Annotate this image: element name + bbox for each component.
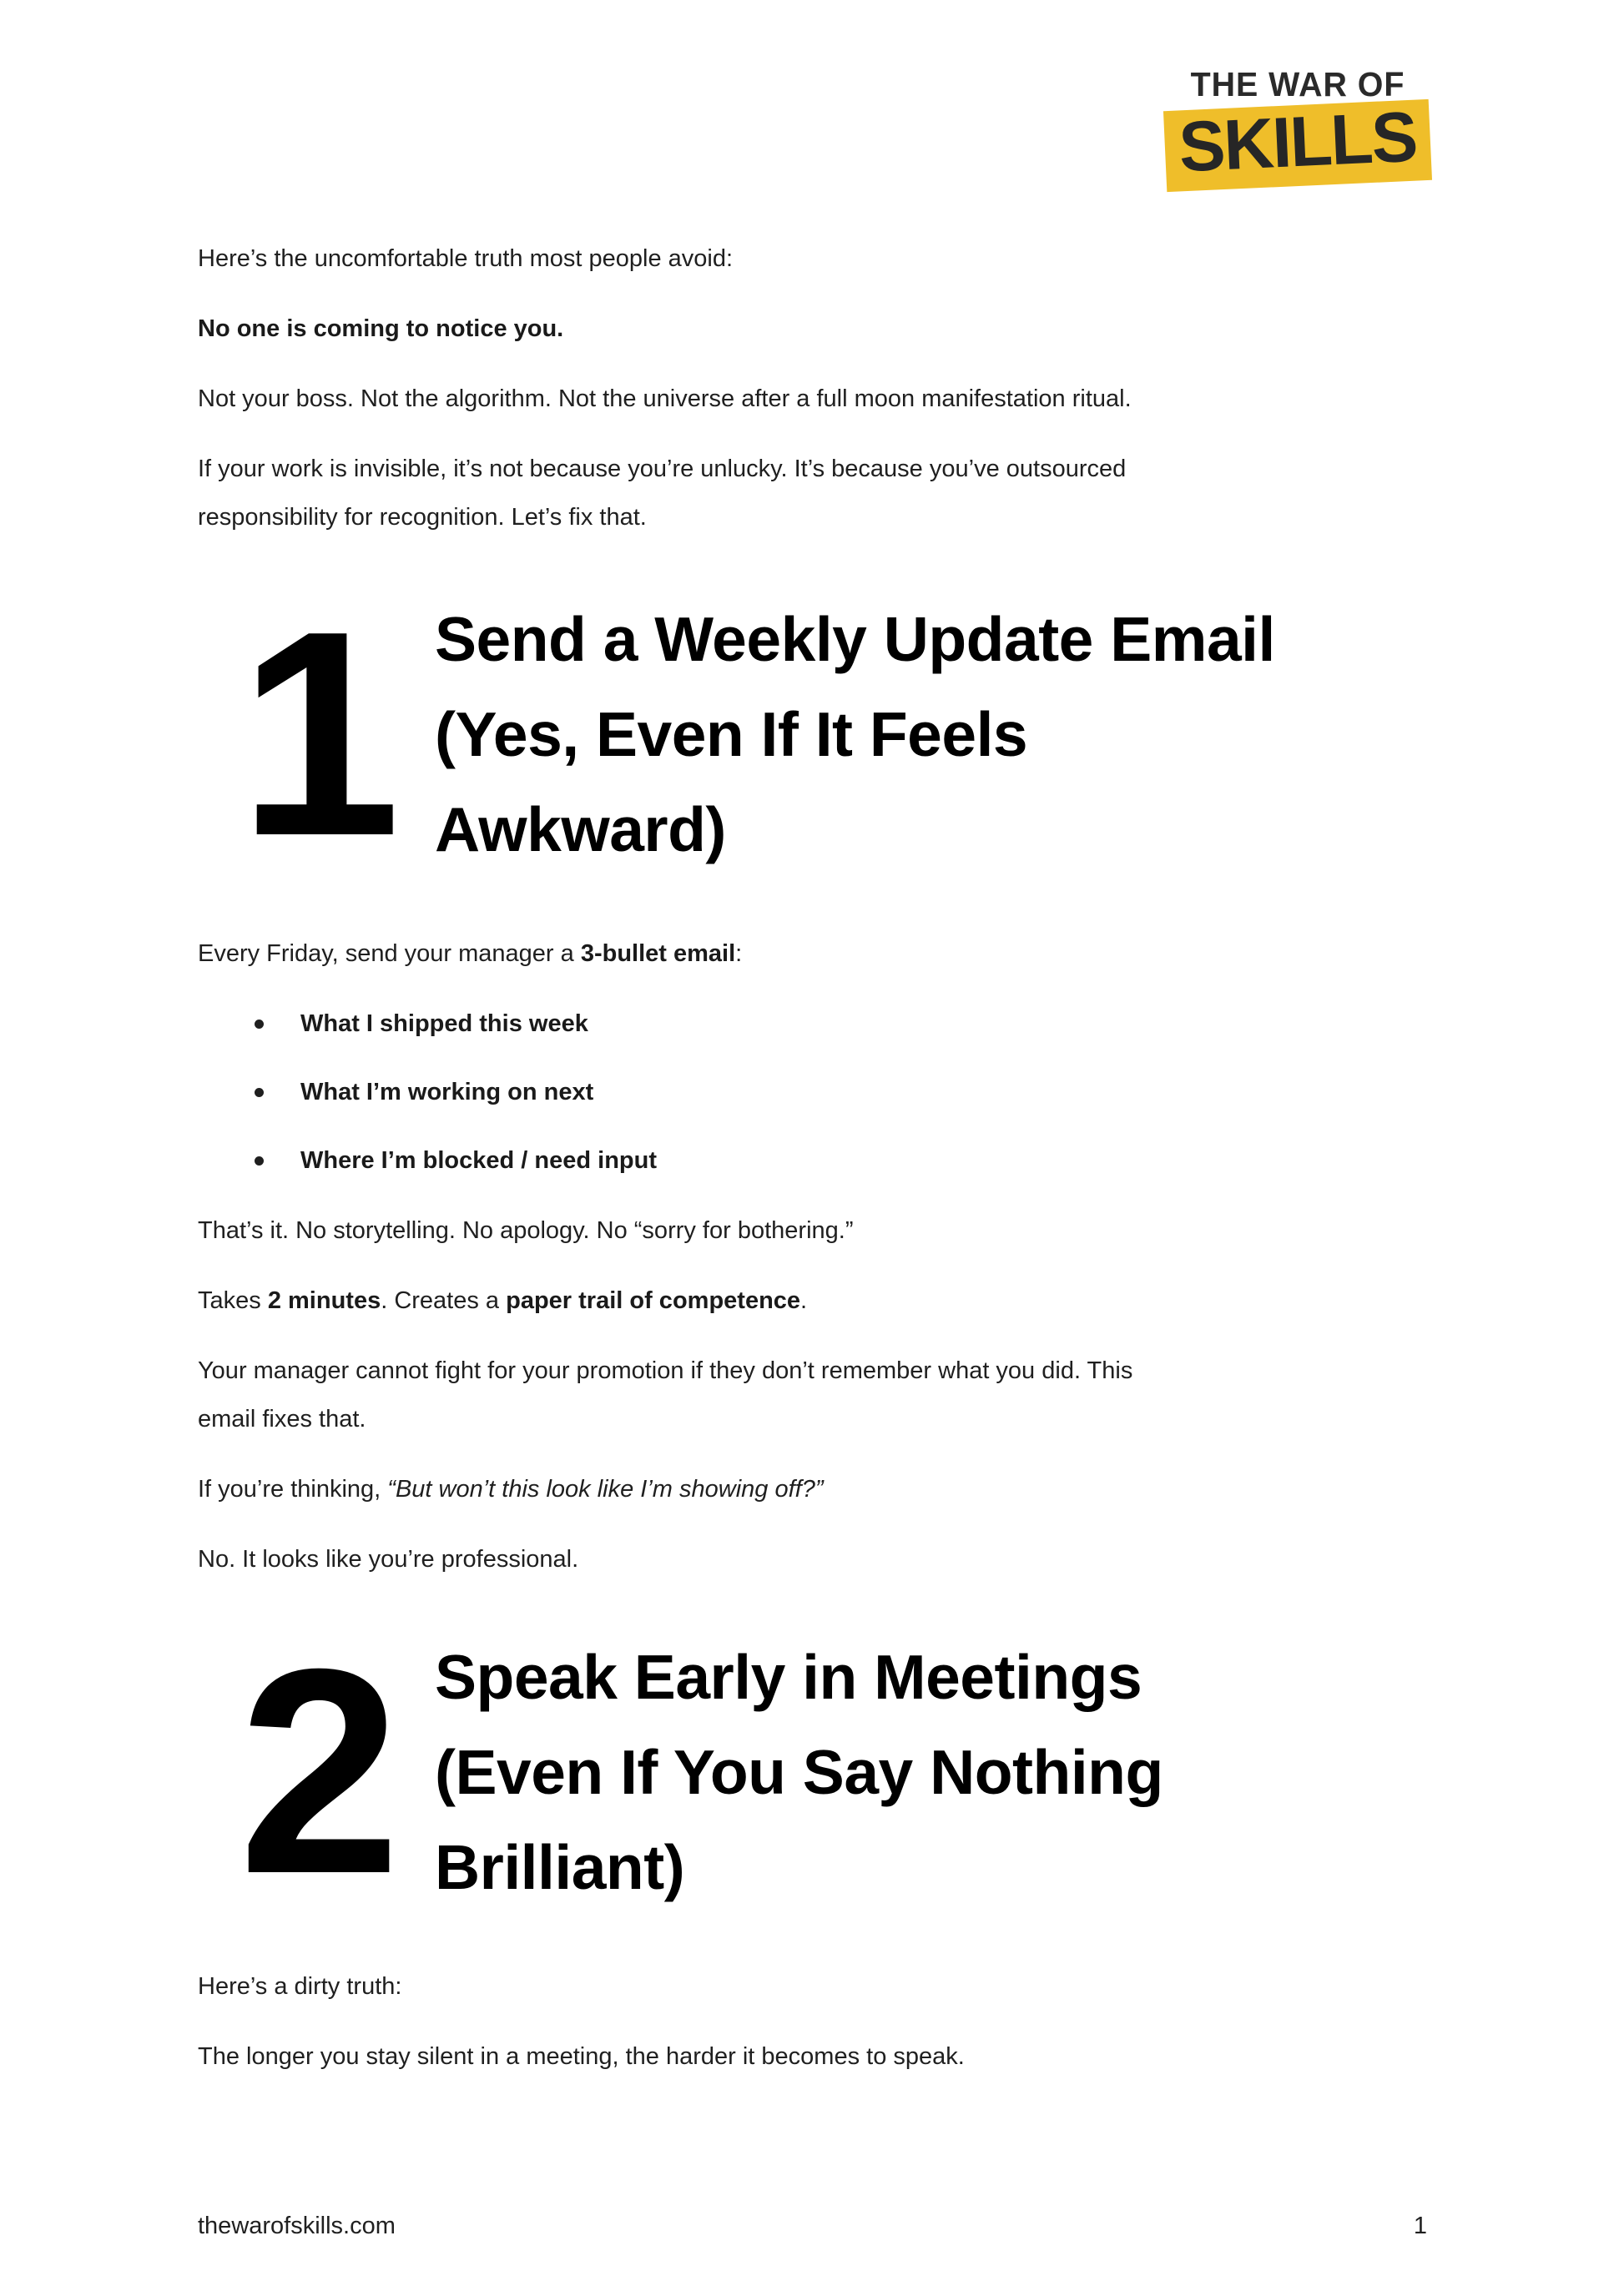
footer-page-number: 1 [1413,2213,1427,2239]
title-line: Speak Early in Meetings [435,1642,1142,1712]
text-segment: : [735,940,743,967]
brand-logo-text: THE WAR OF [1190,65,1405,103]
document-content [198,0,1429,2102]
title-line: Brilliant) [435,1832,685,1902]
section-2-number: 2 [238,1609,395,1935]
intro-bold-statement [198,305,1429,353]
bold-text: No one is coming to notice you. [198,315,564,342]
bullet-dot-icon [255,1020,264,1029]
section-2-header [198,1609,1429,1935]
text-segment: . [800,1287,808,1314]
bullet-label: What I shipped this week [300,1010,588,1037]
bullet-dot-icon [255,1088,264,1097]
bullet-item [255,1136,1429,1185]
section-1-title [435,592,1275,877]
page-footer [198,2209,1427,2243]
section-1-header [198,571,1429,897]
section-1-lead [198,929,1429,978]
intro-paragraph-1: Here’s the uncomfortable truth most people avoid: [198,245,734,272]
italic-quote: “But won’t this look like I’m showing off?” [387,1476,824,1503]
text-segment: Every Friday, send your manager a [198,940,581,967]
section-1-number: 1 [238,571,395,897]
footer-site: thewarofskills.com [198,2213,396,2239]
section-2-title [435,1629,1163,1915]
text-line: email fixes that. [198,1406,366,1432]
brand-wordmark: SKILLS [1177,97,1419,188]
intro-paragraph-3: Not your boss. Not the algorithm. Not the universe after a full moon manifestation ritual. [198,385,1132,412]
section-2-paragraph-1: Here’s a dirty truth: [198,1973,402,2000]
text-line: Your manager cannot fight for your promotion if they don’t remember what you did. This [198,1357,1133,1384]
title-line: Send a Weekly Update Email [435,604,1275,674]
section-1-paragraph-4 [198,1465,1429,1513]
section-1-paragraph-5: No. It looks like you’re professional. [198,1546,579,1573]
section-1-paragraph-2 [198,1276,1429,1325]
section-2-paragraph-2: The longer you stay silent in a meeting, the harder it becomes to speak. [198,2043,965,2070]
text-segment: If you’re thinking, [198,1476,388,1503]
title-line: (Yes, Even If It Feels [435,699,1028,769]
bullet-dot-icon [255,1156,264,1166]
text-segment: Takes [198,1287,268,1314]
bullet-label: Where I’m blocked / need input [300,1147,657,1174]
bold-text: paper trail of competence [506,1287,801,1314]
section-1-paragraph-1: That’s it. No storytelling. No apology. No “sorry for bothering.” [198,1217,854,1244]
title-line: (Even If You Say Nothing [435,1737,1163,1807]
title-line: Awkward) [435,794,726,864]
section-1-paragraph-3 [198,1347,1429,1443]
bold-text: 2 minutes [267,1287,381,1314]
intro-paragraph-4 [198,445,1429,541]
bullet-label: What I’m working on next [300,1079,594,1105]
bold-text: 3-bullet email [580,940,736,967]
bullet-item [255,999,1429,1048]
bullet-list [198,999,1429,1185]
bullet-item [255,1068,1429,1116]
text-segment: . Creates a [381,1287,507,1314]
text-line: If your work is invisible, it’s not because you’re unlucky. It’s because you’ve outsourced [198,456,1127,482]
text-line: responsibility for recognition. Let’s fix that. [198,504,647,531]
